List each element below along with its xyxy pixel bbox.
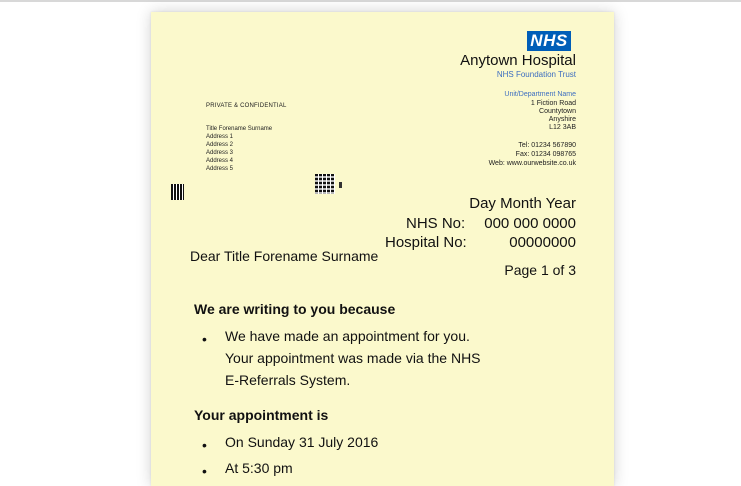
private-confidential-label: PRIVATE & CONFIDENTIAL xyxy=(206,103,287,109)
barcode-small xyxy=(171,184,184,200)
section-heading: Your appointment is xyxy=(194,407,329,423)
hospital-tel: Tel: 01234 567890 xyxy=(518,142,576,149)
hospital-address-line: Countytown xyxy=(539,108,576,115)
letter-date: Day Month Year xyxy=(469,195,576,212)
recipient-name: Title Forename Surname xyxy=(206,126,273,132)
bullet-text-line: Your appointment was made via the NHS xyxy=(225,350,481,366)
hospital-address-line: Anyshire xyxy=(548,116,576,123)
appointment-letter xyxy=(151,12,614,486)
bullet-icon: • xyxy=(202,437,207,453)
nhs-number-value: 000 000 0000 xyxy=(484,215,576,232)
nhs-number-label: NHS No: xyxy=(406,215,466,232)
recipient-address-line: Address 2 xyxy=(206,142,234,148)
hospital-web: Web: www.ourwebsite.co.uk xyxy=(488,160,576,167)
bullet-text-line: At 5:30 pm xyxy=(225,460,293,476)
hospital-address-line: L12 3AB xyxy=(549,124,576,131)
barcode-large xyxy=(315,174,335,194)
bullet-text-line: On Sunday 31 July 2016 xyxy=(225,434,379,450)
bullet-icon: • xyxy=(202,463,207,479)
greeting: Dear Title Forename Surname xyxy=(190,248,379,264)
recipient-address-line: Address 3 xyxy=(206,150,234,156)
trust-name: NHS Foundation Trust xyxy=(496,70,576,79)
unit-name: Unit/Department Name xyxy=(504,91,576,98)
bullet-text-line: We have made an appointment for you. xyxy=(225,328,470,344)
recipient-address-line: Address 1 xyxy=(206,134,234,140)
barcode-mark xyxy=(339,182,342,188)
nhs-logo: NHS xyxy=(527,31,571,51)
recipient-address-line: Address 5 xyxy=(206,166,234,172)
bullet-text-line: E-Referrals System. xyxy=(225,372,351,388)
top-divider xyxy=(0,0,741,2)
page-indicator: Page 1 of 3 xyxy=(504,262,576,278)
hospital-fax: Fax: 01234 098765 xyxy=(515,151,576,158)
section-heading: We are writing to you because xyxy=(194,301,396,317)
recipient-address-line: Address 4 xyxy=(206,158,234,164)
hospital-number-label: Hospital No: xyxy=(385,234,467,251)
hospital-address-line: 1 Fiction Road xyxy=(530,100,576,107)
hospital-name: Anytown Hospital xyxy=(460,52,576,69)
hospital-number-value: 00000000 xyxy=(509,234,576,251)
bullet-icon: • xyxy=(202,331,207,347)
